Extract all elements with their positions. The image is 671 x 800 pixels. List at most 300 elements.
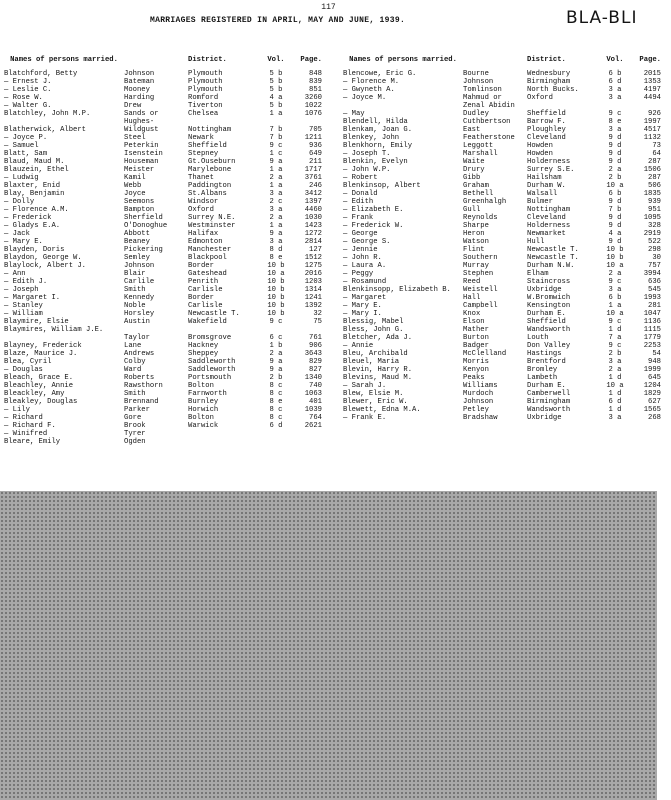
- entry-name: Blauzein, Ethel: [4, 166, 69, 174]
- register-entry: [4, 214, 332, 222]
- entry-name: — Joseph T.: [343, 150, 391, 158]
- entry-district: [188, 430, 260, 438]
- entry-vol: 9 d: [608, 238, 622, 246]
- entry-name: — Elizabeth E.: [343, 206, 404, 214]
- entry-name: — Sarah J.: [343, 382, 387, 390]
- register-entry: [343, 134, 671, 142]
- register-entry: [343, 230, 671, 238]
- entry-page: 2015: [643, 70, 661, 78]
- entry-vol: 2 a: [608, 366, 622, 374]
- entry-vol: 9 d: [608, 158, 622, 166]
- entry-spouse: Smith: [124, 286, 146, 294]
- entry-spouse: Mather: [463, 326, 489, 334]
- entry-page: 281: [648, 302, 661, 310]
- entry-name: — John R.: [343, 254, 382, 262]
- register-entry: [343, 310, 671, 318]
- entry-vol: [599, 102, 631, 110]
- entry-spouse: Beaney: [124, 238, 150, 246]
- entry-page: 1512: [304, 254, 322, 262]
- entry-district: Holderness: [527, 222, 571, 230]
- entry-spouse: Hughes-: [124, 118, 155, 126]
- entry-district: Tiverton: [188, 102, 223, 110]
- entry-page: 1204: [643, 382, 661, 390]
- entry-district: W.Bromwich: [527, 294, 571, 302]
- register-entry: [343, 382, 671, 390]
- register-entry: [4, 70, 332, 78]
- entry-district: Howden: [527, 150, 553, 158]
- entry-name: Blewett, Edna M.A.: [343, 406, 421, 414]
- header-names: Names of persons married.: [10, 56, 118, 64]
- entry-name: — Mary I.: [343, 310, 382, 318]
- entry-name: Blevins, Maud M.: [343, 374, 413, 382]
- entry-page: 1063: [304, 390, 322, 398]
- entry-page: 649: [309, 150, 322, 158]
- entry-district: Bulmer: [527, 198, 553, 206]
- entry-name: Blenkam, Joan G.: [343, 126, 413, 134]
- entry-vol: 8 c: [269, 406, 283, 414]
- entry-district: Nottingham: [188, 126, 232, 134]
- entry-district: Sheffield: [527, 110, 566, 118]
- entry-vol: 3 a: [269, 238, 283, 246]
- entry-vol: 3 a: [608, 86, 622, 94]
- entry-page: 1392: [304, 302, 322, 310]
- entry-name: Blessig, Mabel: [343, 318, 404, 326]
- entry-spouse: Bradshaw: [463, 414, 498, 422]
- entry-spouse: Gull: [463, 206, 481, 214]
- entry-name: — Richard F.: [4, 422, 56, 430]
- entry-name: Bleare, Emily: [4, 438, 61, 446]
- entry-page: 328: [648, 222, 661, 230]
- entry-district: Elham: [527, 270, 549, 278]
- register-entry: [4, 350, 332, 358]
- register-entry: [343, 318, 671, 326]
- entry-spouse: Morris: [463, 358, 489, 366]
- entry-district: Durham N.W.: [527, 262, 575, 270]
- register-entry: [4, 78, 332, 86]
- entry-name: Blatt, Sam: [4, 150, 48, 158]
- register-entry: [343, 110, 671, 118]
- entry-spouse: Bethell: [463, 190, 494, 198]
- entry-spouse: Smith: [124, 390, 146, 398]
- entry-name: — Florence A.M.: [4, 206, 69, 214]
- entry-district: Hackney: [188, 342, 219, 350]
- entry-page: 1353: [643, 78, 661, 86]
- entry-spouse: Campbell: [463, 302, 498, 310]
- entry-name: — Robert: [343, 174, 378, 182]
- entry-page: 4460: [304, 206, 322, 214]
- entry-vol: 9 c: [269, 142, 283, 150]
- entry-spouse: Stephen: [463, 270, 494, 278]
- register-entry: [343, 294, 671, 302]
- entry-page: 829: [309, 358, 322, 366]
- register-entry: [4, 174, 332, 182]
- register-entry: [4, 414, 332, 422]
- entry-page: 1095: [643, 214, 661, 222]
- entry-district: Oxford: [527, 94, 553, 102]
- entry-district: Don Valley: [527, 342, 571, 350]
- entry-spouse: Bateman: [124, 78, 155, 86]
- register-entry: [343, 174, 671, 182]
- entry-spouse: Reynolds: [463, 214, 498, 222]
- header-page: Page.: [300, 56, 322, 64]
- register-entry: [4, 118, 332, 126]
- register-entry: [343, 262, 671, 270]
- entry-spouse: Leggott: [463, 142, 494, 150]
- entry-name: Bleuel, Maria: [343, 358, 400, 366]
- entry-vol: 10 a: [606, 182, 624, 190]
- entry-page: 1136: [643, 318, 661, 326]
- register-entry: [4, 334, 332, 342]
- entry-district: Paddington: [188, 182, 232, 190]
- register-entry: [4, 374, 332, 382]
- register-entry: [343, 302, 671, 310]
- register-entry: [343, 86, 671, 94]
- register-entry: [343, 214, 671, 222]
- register-entry: [343, 70, 671, 78]
- entry-district: Carlisle: [188, 286, 223, 294]
- entry-vol: 1 d: [608, 406, 622, 414]
- entry-spouse: Weistell: [463, 286, 498, 294]
- entry-spouse: Noble: [124, 302, 146, 310]
- entry-district: Thanet: [188, 174, 214, 182]
- entry-district: Ploughley: [527, 126, 566, 134]
- register-entry: [4, 166, 332, 174]
- entry-page: 851: [309, 86, 322, 94]
- register-entry: [4, 286, 332, 294]
- entry-spouse: Tomlinson: [463, 86, 502, 94]
- entry-vol: 9 c: [608, 342, 622, 350]
- entry-name: — Douglas: [4, 366, 43, 374]
- register-entry: [4, 110, 332, 118]
- entry-name: — Joyce M.: [343, 94, 387, 102]
- entry-page: 4197: [643, 86, 661, 94]
- left-column: [4, 56, 332, 446]
- entry-vol: 1 d: [608, 374, 622, 382]
- entry-name: — Jack: [4, 230, 30, 238]
- entry-spouse: Murray: [463, 262, 489, 270]
- entry-name: — Joseph: [4, 286, 39, 294]
- entry-page: 1272: [304, 230, 322, 238]
- entry-spouse: Lane: [124, 342, 142, 350]
- entry-vol: 9 d: [608, 198, 622, 206]
- register-entry: [343, 166, 671, 174]
- register-entry: [343, 222, 671, 230]
- entry-vol: 9 d: [608, 214, 622, 222]
- entry-district: Windsor: [188, 198, 219, 206]
- entry-district: Westminster: [188, 222, 236, 230]
- entry-district: Manchester: [188, 246, 232, 254]
- redaction-mask: [0, 491, 657, 800]
- entry-name: Blencowe, Eric G.: [343, 70, 417, 78]
- entry-name: — Leslie C.: [4, 86, 52, 94]
- entry-page: 1203: [304, 278, 322, 286]
- entry-district: Nottingham: [527, 206, 571, 214]
- entry-page: 705: [309, 126, 322, 134]
- register-entry: [4, 326, 332, 334]
- entry-page: 287: [648, 158, 661, 166]
- page-code: BLA-BLI: [566, 8, 638, 28]
- entry-spouse: East: [463, 126, 481, 134]
- entry-spouse: Kennedy: [124, 294, 155, 302]
- entry-name: Blenkey, John: [343, 134, 400, 142]
- entry-vol: 5 b: [269, 78, 283, 86]
- entry-district: Holderness: [527, 158, 571, 166]
- entry-page: 1211: [304, 134, 322, 142]
- entry-spouse: Abbott: [124, 230, 150, 238]
- entry-name: — Gwyneth A.: [343, 86, 395, 94]
- entry-vol: 8 e: [608, 118, 622, 126]
- entry-name: — Lily: [4, 406, 30, 414]
- entry-vol: 9 c: [269, 318, 283, 326]
- entry-vol: 3 a: [608, 358, 622, 366]
- entry-district: [188, 118, 260, 126]
- entry-page: 1779: [643, 334, 661, 342]
- entry-vol: 4 a: [269, 94, 283, 102]
- register-entry: [4, 278, 332, 286]
- entry-spouse: Kenyon: [463, 366, 489, 374]
- entry-page: 1999: [643, 366, 661, 374]
- entry-name: — John W.P.: [343, 166, 391, 174]
- register-entry: [4, 158, 332, 166]
- page-number: 117: [321, 3, 336, 12]
- register-entry: [4, 270, 332, 278]
- page-title: MARRIAGES REGISTERED IN APRIL, MAY AND JUNE, 1939.: [150, 16, 406, 25]
- entry-vol: 3 a: [608, 94, 622, 102]
- entry-page: 4494: [643, 94, 661, 102]
- entry-vol: 3 a: [269, 190, 283, 198]
- entry-district: Sheffield: [188, 142, 227, 150]
- entry-vol: 6 d: [608, 398, 622, 406]
- register-entry: [4, 254, 332, 262]
- entry-spouse: [124, 326, 188, 334]
- entry-page: 1993: [643, 294, 661, 302]
- left-entry-list: [4, 70, 332, 446]
- entry-name: Blenkhorn, Emily: [343, 142, 413, 150]
- entry-district: Penrith: [188, 278, 219, 286]
- entry-page: 1997: [643, 118, 661, 126]
- header-vol: Vol.: [606, 56, 624, 64]
- register-entry: [4, 294, 332, 302]
- entry-spouse: Kamil: [124, 174, 146, 182]
- entry-spouse: Southern: [463, 254, 498, 262]
- entry-page: 298: [648, 246, 661, 254]
- entry-vol: 9 a: [269, 158, 283, 166]
- register-entry: [4, 310, 332, 318]
- entry-spouse: Drew: [124, 102, 142, 110]
- register-entry: [4, 366, 332, 374]
- entry-district: Plymouth: [188, 86, 223, 94]
- entry-page: 1132: [643, 134, 661, 142]
- entry-spouse: Tyrer: [124, 430, 146, 438]
- entry-district: Birmingham: [527, 78, 571, 86]
- register-entry: [4, 382, 332, 390]
- entry-name: — Frederick W.: [343, 222, 404, 230]
- entry-page: 32: [313, 310, 322, 318]
- entry-vol: 8 e: [269, 254, 283, 262]
- entry-vol: 10 b: [267, 302, 285, 310]
- register-entry: [4, 86, 332, 94]
- entry-page: 926: [648, 110, 661, 118]
- entry-name: Bletcher, Ada J.: [343, 334, 413, 342]
- entry-district: Romford: [188, 94, 219, 102]
- entry-vol: 8 c: [269, 390, 283, 398]
- entry-vol: 2 a: [608, 166, 622, 174]
- entry-spouse: Meister: [124, 166, 155, 174]
- entry-name: Bleakley, Douglas: [4, 398, 78, 406]
- entry-spouse: Brook: [124, 422, 146, 430]
- entry-spouse: Gore: [124, 414, 142, 422]
- entry-page: 936: [309, 142, 322, 150]
- entry-district: Burnley: [188, 398, 219, 406]
- entry-vol: 10 b: [606, 254, 624, 262]
- entry-district: Hailsham: [527, 174, 562, 182]
- register-entry: [343, 190, 671, 198]
- entry-spouse: Watson: [463, 238, 489, 246]
- entry-district: Hastings: [527, 350, 562, 358]
- entry-name: — Frank E.: [343, 414, 387, 422]
- entry-name: — Stanley: [4, 302, 43, 310]
- entry-page: 401: [309, 398, 322, 406]
- entry-spouse: Hall: [463, 294, 481, 302]
- entry-name: — Mary E.: [4, 238, 43, 246]
- entry-spouse: Roberts: [124, 374, 155, 382]
- entry-page: 246: [309, 182, 322, 190]
- entry-spouse: Badger: [463, 342, 489, 350]
- entry-page: 1022: [304, 102, 322, 110]
- entry-spouse: Seemons: [124, 198, 155, 206]
- register-entry: [4, 190, 332, 198]
- entry-name: — Donald: [343, 190, 378, 198]
- entry-district: Durham W.: [527, 182, 566, 190]
- register-entry: [343, 198, 671, 206]
- entry-spouse: Isenstein: [124, 150, 163, 158]
- entry-vol: [260, 118, 292, 126]
- entry-page: 757: [648, 262, 661, 270]
- register-entry: [4, 134, 332, 142]
- entry-spouse: Parker: [124, 406, 150, 414]
- entry-vol: 3 a: [608, 286, 622, 294]
- entry-district: Wakefield: [188, 318, 227, 326]
- entry-page: 75: [313, 318, 322, 326]
- register-entry: [343, 398, 671, 406]
- register-entry: [4, 438, 332, 446]
- entry-page: 1340: [304, 374, 322, 382]
- entry-page: [292, 326, 322, 334]
- entry-name: — Edith: [343, 198, 374, 206]
- entry-vol: 7 b: [608, 206, 622, 214]
- entry-spouse: Joyce: [124, 190, 146, 198]
- entry-spouse: Cuthbertson: [463, 118, 511, 126]
- entry-spouse: Harding: [124, 94, 155, 102]
- entry-district: Border: [188, 262, 214, 270]
- entry-page: 1506: [643, 166, 661, 174]
- entry-page: 1397: [304, 198, 322, 206]
- entry-district: Sheppey: [188, 350, 219, 358]
- entry-page: [292, 118, 322, 126]
- entry-vol: 8 d: [269, 246, 283, 254]
- entry-district: Newcastle T.: [527, 254, 579, 262]
- register-entry: [4, 406, 332, 414]
- entry-page: 1047: [643, 310, 661, 318]
- entry-name: — Winifred: [4, 430, 48, 438]
- entry-vol: 9 c: [608, 318, 622, 326]
- register-entry: [343, 286, 671, 294]
- entry-name: Blaymire, Elsie: [4, 318, 69, 326]
- entry-page: 951: [648, 206, 661, 214]
- entry-name: — Laura A.: [343, 262, 387, 270]
- entry-vol: 10 b: [267, 262, 285, 270]
- entry-page: 287: [648, 174, 661, 182]
- entry-spouse: Houseman: [124, 158, 159, 166]
- entry-spouse: Wildgust: [124, 126, 159, 134]
- entry-page: 211: [309, 158, 322, 166]
- entry-district: Saddleworth: [188, 358, 236, 366]
- entry-name: Blaymires, William J.E.: [4, 326, 104, 334]
- entry-district: Halifax: [188, 230, 219, 238]
- entry-spouse: Zenal Abidin: [463, 102, 515, 110]
- entry-district: Blackpool: [188, 254, 227, 262]
- entry-page: 1076: [304, 110, 322, 118]
- entry-page: 4517: [643, 126, 661, 134]
- entry-spouse: Bampton: [124, 206, 155, 214]
- entry-page: 636: [648, 278, 661, 286]
- register-entry: [343, 414, 671, 422]
- entry-page: 73: [652, 142, 661, 150]
- entry-spouse: Ward: [124, 366, 142, 374]
- entry-page: 2253: [643, 342, 661, 350]
- entry-name: — Walter G.: [4, 102, 52, 110]
- entry-district: Sheffield: [527, 318, 566, 326]
- right-column: [343, 56, 671, 422]
- entry-spouse: Murdoch: [463, 390, 494, 398]
- entry-name: — Frederick: [4, 214, 52, 222]
- entry-vol: 9 c: [608, 278, 622, 286]
- entry-page: 3643: [304, 350, 322, 358]
- register-entry: [4, 222, 332, 230]
- entry-vol: 10 a: [606, 262, 624, 270]
- entry-page: 2814: [304, 238, 322, 246]
- entry-district: Staincross: [527, 278, 571, 286]
- entry-district: Barrow F.: [527, 118, 566, 126]
- header-spouse: [463, 56, 527, 70]
- entry-district: Hull: [527, 238, 545, 246]
- entry-name: Bleackley, Amy: [4, 390, 65, 398]
- register-entry: [343, 406, 671, 414]
- entry-spouse: Blair: [124, 270, 146, 278]
- entry-name: Blayney, Frederick: [4, 342, 82, 350]
- entry-district: Camberwell: [527, 390, 571, 398]
- entry-page: 645: [648, 374, 661, 382]
- entry-district: Wednesbury: [527, 70, 571, 78]
- entry-vol: 9 a: [269, 358, 283, 366]
- register-entry: [343, 78, 671, 86]
- entry-spouse: Andrews: [124, 350, 155, 358]
- entry-vol: 5 b: [269, 86, 283, 94]
- entry-name: — Annie: [343, 342, 374, 350]
- entry-name: — Joyce P.: [4, 134, 48, 142]
- entry-district: [527, 102, 599, 110]
- entry-page: 1039: [304, 406, 322, 414]
- entry-name: Blayden, Doris: [4, 246, 65, 254]
- header-vol: Vol.: [267, 56, 285, 64]
- entry-name: — Peggy: [343, 270, 374, 278]
- register-entry: [4, 246, 332, 254]
- entry-name: Bleach, Grace E.: [4, 374, 74, 382]
- entry-name: — May: [343, 110, 365, 118]
- entry-spouse: Graham: [463, 182, 489, 190]
- entry-district: Chelsea: [188, 110, 219, 118]
- entry-district: Howden: [527, 142, 553, 150]
